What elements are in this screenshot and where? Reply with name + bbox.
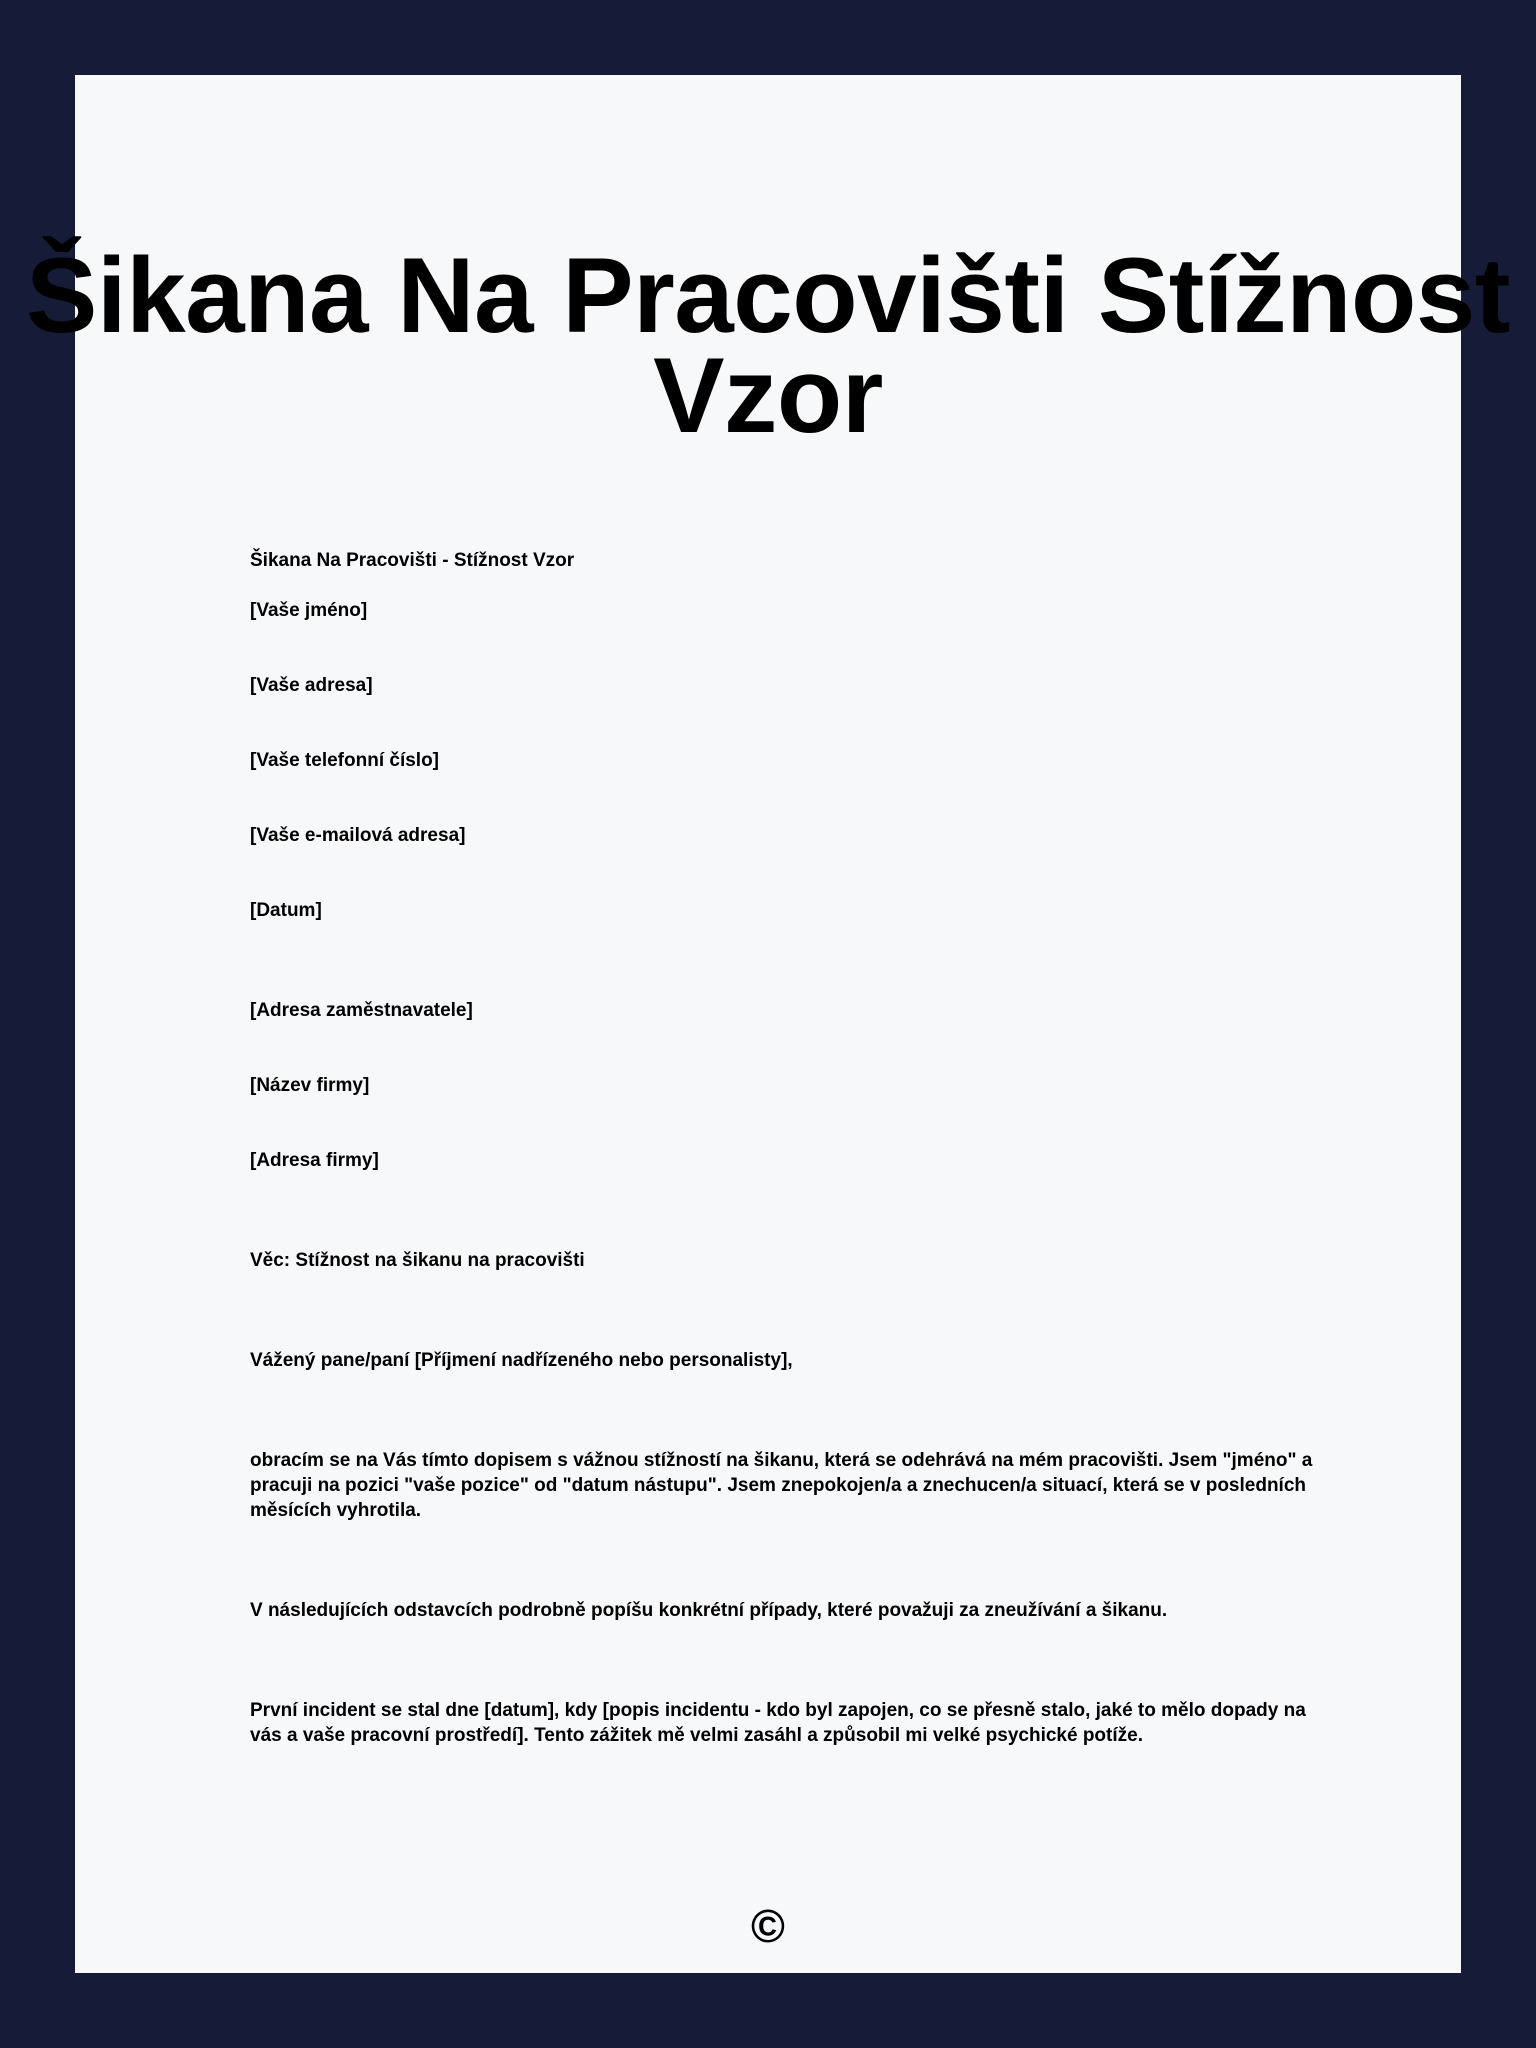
letter-subject: Věc: Stížnost na šikanu na pracovišti [250, 1250, 585, 1271]
sender-name: [Vaše jméno] [250, 600, 368, 621]
employer-address: [Adresa zaměstnavatele] [250, 1000, 473, 1021]
document-page [25, 75, 1511, 1973]
letter-heading: Šikana Na Pracovišti - Stížnost Vzor [250, 550, 575, 571]
body-paragraph-2: V následujících odstavcích podrobně popíšu konkrétní případy, které považuji za zneužívání a šikanu. [250, 1600, 1168, 1621]
company-name: [Název firmy] [250, 1075, 370, 1096]
letter-salutation: Vážený pane/paní [Příjmení nadřízeného nebo personalisty], [250, 1350, 793, 1371]
page-title: Šikana Na Pracovišti Stížnost Vzor [25, 235, 1511, 455]
letter-date: [Datum] [250, 900, 322, 921]
company-address: [Adresa firmy] [250, 1150, 379, 1171]
sender-phone: [Vaše telefonní číslo] [250, 750, 439, 771]
sender-email: [Vaše e-mailová adresa] [250, 825, 466, 846]
body-paragraph-3: První incident se stal dne [datum], kdy [popis incidentu - kdo byl zapojen, co se přesně stalo, jaké to mělo dopady na vás a vaše pracovní prostředí]. Tento zážitek mě velmi zasáhl a způsobil mi velké psychické potíže. [250, 1700, 1306, 1746]
copyright-icon: © [751, 1900, 785, 1952]
body-paragraph-1: obracím se na Vás tímto dopisem s vážnou stížností na šikanu, která se odehrává na mém pracovišti. Jsem "jméno" a pracuji na pozici "vaše pozice" od "datum nástupu". Jsem znepokojen/a a znechucen/a situací, která se v posledních měsících vyhrotila. [250, 1450, 1313, 1521]
sender-address: [Vaše adresa] [250, 675, 373, 696]
